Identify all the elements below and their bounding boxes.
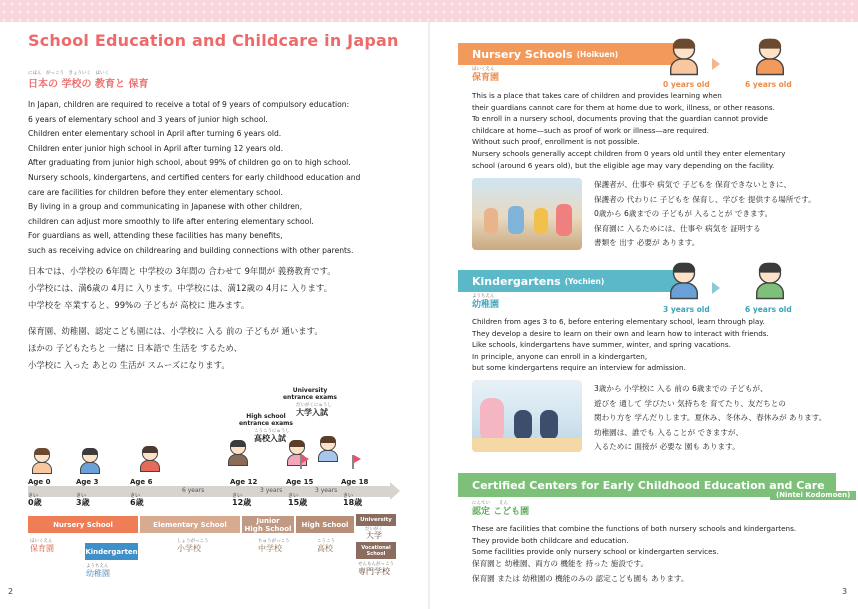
- page-number: 3: [842, 587, 848, 596]
- text-line: In Japan, children are required to receive a total of 9 years of compulsory education:: [28, 100, 350, 109]
- text-line: After graduating from junior high school, about 99% of children go on to high school.: [28, 158, 351, 168]
- age-label: Age 3: [76, 478, 99, 486]
- text-line: In principle, anyone can enroll in a kindergarten,: [472, 351, 648, 361]
- flag-icon: [352, 455, 354, 469]
- nursery-school-bar: Nursery School: [28, 516, 138, 533]
- arrow-right-icon: [712, 282, 720, 294]
- timeline-arrowhead: [390, 482, 400, 500]
- kindergarten-description: [472, 316, 769, 374]
- uni-exam-label: University entrance exams: [282, 387, 337, 401]
- text-line: Some facilities provide only nursery school or kindergarten services.: [472, 547, 719, 557]
- child-figure: [753, 39, 787, 75]
- text-line: Nursery schools, kindergartens, and certified centers for early childhood education and: [28, 173, 361, 182]
- text-line: such as receiving advice on childrearing and building connections with other parents.: [28, 245, 354, 255]
- text-line: 遊びを 通して 学びたい 気持ちを 育てたり、友だちとの: [594, 398, 786, 408]
- uni-exam-jp: 大学入試: [296, 408, 328, 417]
- nursery-jp-text: [594, 178, 816, 251]
- text-line: 保育園、幼稚園、認定こども園には、小学校に 入る 前の 子どもが 通います。: [28, 326, 323, 336]
- age-tick: さい 18歳: [343, 493, 363, 507]
- age-tick: さい 6歳: [130, 493, 144, 507]
- text-line: 中学校を 卒業すると、99%の 子どもが 高校に 進みます。: [28, 300, 250, 310]
- kindergarten-ruby: ようちえん: [86, 564, 109, 569]
- age-label: Age 18: [341, 478, 369, 486]
- baby-figure: [30, 448, 54, 474]
- nursery-jp-title: 保育園: [472, 73, 500, 83]
- text-line: 書類を 出す 必要が あります。: [594, 238, 700, 248]
- age-tick: さい 15歳: [288, 493, 308, 507]
- text-line: 保育園 または 幼稚園の 機能のみの 認定こども園も あります。: [472, 573, 689, 583]
- text-line: 日本では、小学校の 6年間と 中学校の 3年間の 合わせて 9年間が 義務教育です。: [28, 266, 336, 276]
- junior-high-student-figure: [226, 440, 250, 466]
- kindergarten-jp: 幼稚園: [86, 569, 110, 578]
- child-figure: [753, 263, 787, 299]
- nursery-jp-ruby: ほいくえん: [472, 67, 495, 72]
- text-line: Without such proof, enrollment is not possible.: [472, 137, 640, 147]
- kindergarten-jp-title: 幼稚園: [472, 300, 500, 310]
- kindergarten-bar: Kindergarten: [85, 543, 138, 560]
- elementary-jp: 小学校: [177, 544, 201, 553]
- text-line: Children enter junior high school in April after turning 12 years old.: [28, 143, 284, 153]
- intro-paragraph: [28, 98, 351, 171]
- text-line: 小学校に 入った あとの 生活が スムーズになります。: [28, 360, 230, 370]
- university-ruby: だいがく: [365, 527, 383, 532]
- hs-exam-ruby: こうこうにゅうし: [254, 429, 290, 434]
- text-line: Nursery schools generally accept children from 0 years old until they enter elementary: [472, 148, 786, 158]
- text-line: This is a place that takes care of children and provides learning when: [472, 91, 722, 100]
- age-tick: さい 3歳: [76, 493, 90, 507]
- age-tick: さい 0歳: [28, 493, 42, 507]
- text-line: 保育園と 幼稚園、両方の 機能を 持った 施設です。: [472, 559, 649, 568]
- university-jp: 大学: [366, 531, 382, 540]
- top-decorative-band: [0, 0, 858, 22]
- certified-jp-ruby: にんてい えん: [472, 501, 508, 506]
- text-line: To enroll in a nursery school, documents proving that the guardian cannot provide: [472, 114, 768, 124]
- vocational-ruby: せんもんがっこう: [358, 562, 394, 567]
- text-line: These are facilities that combine the functions of both nursery schools and kindergartens.: [472, 524, 797, 533]
- elementary-ruby: しょうがっこう: [177, 539, 209, 544]
- jp-compulsory-text: [28, 263, 336, 314]
- jp-title-ruby: にほん がっこう きょういく ほいく: [28, 71, 109, 76]
- hs-exam-jp: 高校入試: [254, 434, 286, 443]
- text-line: 入るために 面接が 必要な 園も あります。: [594, 442, 740, 452]
- nursery-section-header: Nursery Schools (Hoikuen): [458, 43, 684, 65]
- kindergarten-section-header: Kindergartens (Yochien): [458, 270, 684, 292]
- age-to-label: 6 years old: [745, 80, 792, 89]
- text-line: For guardians as well, attending these facilities has many benefits,: [28, 231, 283, 241]
- age-tick: さい 12歳: [232, 493, 252, 507]
- age-from-label: 0 years old: [663, 80, 710, 89]
- certified-description: [472, 523, 796, 558]
- junior-high-jp: 中学校: [258, 544, 282, 553]
- arrow-right-icon: [712, 58, 720, 70]
- kindergarten-jp-ruby: ようちえん: [472, 294, 495, 299]
- text-line: By living in a group and communicating in Japanese with other children,: [28, 202, 303, 212]
- age-from-label: 3 years old: [663, 305, 710, 314]
- text-line: childcare at home—such as proof of work or illness—are required.: [472, 125, 709, 135]
- text-line: but some kindergartens require an interview for admission.: [472, 363, 686, 373]
- junior-high-bar: Junior High School: [242, 516, 294, 533]
- page-gutter: [428, 22, 430, 609]
- text-line: ほかの 子どもたちと 一緒に 日本語で 生活を するため、: [28, 343, 242, 353]
- university-bar: University: [356, 514, 396, 526]
- text-line: school (around 6 years old), but the eligible age may vary depending on the facility.: [472, 160, 775, 170]
- toddler-figure: [667, 263, 701, 299]
- high-school-bar: High School: [296, 516, 354, 533]
- text-line: 0歳から 6歳までの 子どもが 入ることが できます。: [594, 209, 773, 219]
- high-jp: 高校: [317, 544, 333, 553]
- vocational-school-bar: Vocational School: [356, 542, 396, 559]
- text-line: 幼稚園は、誰でも 入ることが できますが、: [594, 427, 744, 437]
- facilities-paragraph: [28, 171, 360, 259]
- jp-facilities-text: [28, 323, 323, 374]
- vocational-jp: 専門学校: [358, 567, 390, 576]
- child-figure: [138, 446, 162, 472]
- certified-section-header: Certified Centers for Early Childhood Education and Care: [458, 473, 836, 497]
- text-line: 保護者が、仕事や 病気で 子どもを 保育できないときに、: [594, 180, 792, 189]
- junior-high-ruby: ちゅうがっこう: [258, 539, 290, 544]
- toddler-figure: [78, 448, 102, 474]
- text-line: 保育園に 入るためには、仕事や 病気を 証明する: [594, 223, 761, 233]
- certified-jp-text: [472, 557, 689, 586]
- uni-exam-ruby: だいがくにゅうし: [296, 403, 332, 408]
- flag-icon: [300, 455, 302, 469]
- jp-title: 日本の 学校の 教育と 保育: [28, 79, 149, 90]
- age-label: Age 6: [130, 478, 153, 486]
- text-line: 保護者の 代わりに 子どもを 保育し、学びを 提供する場所です。: [594, 194, 816, 204]
- page-number: 2: [8, 587, 14, 596]
- text-line: Like schools, kindergartens have summer, winter, and spring vacations.: [472, 340, 731, 350]
- text-line: 3歳から 小学校に 入る 前の 6歳までの 子どもが、: [594, 384, 768, 393]
- text-line: care are facilities for children before they enter elementary school.: [28, 187, 283, 197]
- age-label: Age 12: [230, 478, 258, 486]
- nursery-ruby: ほいくえん: [30, 539, 53, 544]
- nursery-description: [472, 90, 785, 171]
- kindergarten-jp-text: [594, 382, 826, 455]
- text-line: They develop a desire to learn on their own and learn how to interact with friends.: [472, 328, 769, 338]
- duration-label: 3 years: [315, 487, 338, 494]
- age-label: Age 0: [28, 478, 51, 486]
- age-to-label: 6 years old: [745, 305, 792, 314]
- university-student-figure: [316, 436, 340, 462]
- certified-jp-title: 認定 こども園: [472, 507, 530, 517]
- nursery-photo: [472, 178, 582, 250]
- duration-label: 3 years: [260, 487, 283, 494]
- text-line: 関わり方を 学んだりします。夏休み、冬休み、春休みが あります。: [594, 413, 827, 423]
- hs-exam-label: High school entrance exams: [238, 413, 293, 427]
- text-line: their guardians cannot care for them at home due to work, illness, or other reasons.: [472, 102, 775, 112]
- certified-title-small: (Nintei Kodomoen): [770, 491, 856, 500]
- age-label: Age 15: [286, 478, 314, 486]
- elementary-school-bar: Elementary School: [140, 516, 240, 533]
- kindergarten-photo: [472, 380, 582, 452]
- duration-label: 6 years: [182, 487, 205, 494]
- text-line: 小学校には、満6歳の 4月に 入ります。中学校には、満12歳の 4月に 入ります。: [28, 283, 332, 293]
- page-title: School Education and Childcare in Japan: [28, 31, 399, 50]
- baby-figure: [667, 39, 701, 75]
- text-line: Children enter elementary school in April after turning 6 years old.: [28, 129, 282, 139]
- high-ruby: こうこう: [317, 539, 335, 544]
- text-line: Children from ages 3 to 6, before entering elementary school, learn through play.: [472, 317, 765, 326]
- text-line: They provide both childcare and education.: [472, 535, 629, 545]
- nursery-jp: 保育園: [30, 544, 54, 553]
- text-line: children can adjust more smoothly to life after entering elementary school.: [28, 216, 314, 226]
- text-line: 6 years of elementary school and 3 years of junior high school.: [28, 114, 268, 124]
